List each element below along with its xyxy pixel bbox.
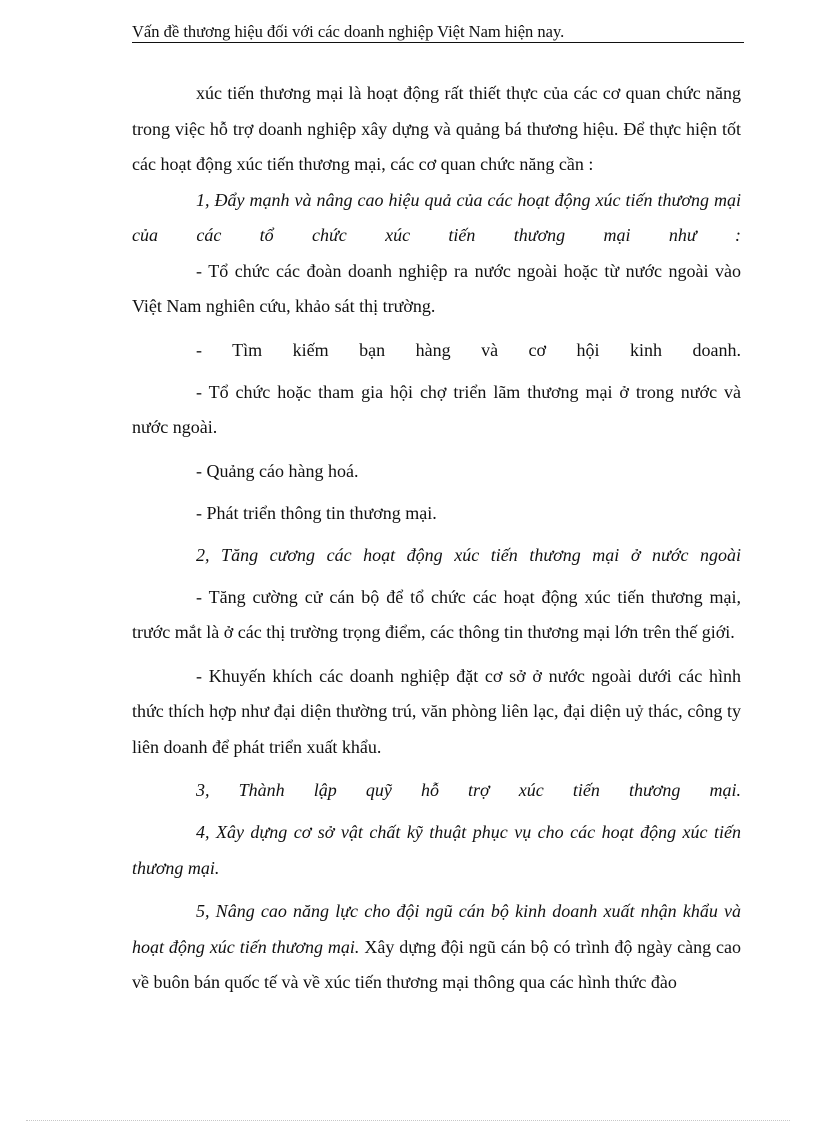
item-1-bullet-3: - Tổ chức hoặc tham gia hội chợ triển lãm thương mại ở trong nước và nước ngoài. — [132, 381, 741, 437]
item-3-heading: 3, Thành lập quỹ hỗ trợ xúc tiến thương mại. — [196, 780, 741, 800]
item-1-bullet-4: - Quảng cáo hàng hoá. — [196, 460, 359, 481]
item-5-text: Xây dựng đội ngũ cán bộ có trình độ ngày càng cao về buôn bán quốc tế và về xúc tiến thương mại thông qua các hình thức đào — [132, 936, 741, 992]
running-header: Vấn đề thương hiệu đối với các doanh nghiệp Việt Nam hiện nay. — [132, 22, 744, 43]
item-1-bullet-2: - Tìm kiếm bạn hàng và cơ hội kinh doanh. — [196, 339, 741, 360]
item-4-heading: 4, Xây dựng cơ sở vật chất kỹ thuật phục vụ cho các hoạt động xúc tiến thương mại. — [132, 822, 741, 878]
item-5-paragraph — [132, 894, 741, 1001]
page-bottom-divider — [26, 1120, 790, 1121]
item-2-bullet-1: - Tăng cường cử cán bộ để tổ chức các hoạt động xúc tiến thương mại, trước mắt là ở các thị trường trọng điểm, các thông tin thương mại lớn trên thế giới. — [132, 586, 741, 642]
intro-paragraph: xúc tiến thương mại là hoạt động rất thiết thực của các cơ quan chức năng trong việc hỗ trợ doanh nghiệp xây dựng và quảng bá thương hiệu. Để thực hiện tốt các hoạt động xúc tiến thương mại, các cơ quan chức năng cần : — [132, 83, 741, 174]
item-1-heading: 1, Đẩy mạnh và nâng cao hiệu quả của các hoạt động xúc tiến thương mại của các tổ chức xúc tiến thương mại như : — [132, 189, 741, 245]
item-1-bullet-5: - Phát triển thông tin thương mại. — [196, 502, 437, 523]
item-2-bullet-2: - Khuyến khích các doanh nghiệp đặt cơ sở ở nước ngoài dưới các hình thức thích hợp như đại diện thường trú, văn phòng liên lạc, đại diện uỷ thác, công ty liên doanh để phát triển xuất khẩu. — [132, 665, 741, 757]
item-5-heading: 5, Nâng cao năng lực cho đội ngũ cán bộ kinh doanh xuất nhận khẩu và hoạt động xúc tiến thương mại. — [132, 901, 741, 957]
item-1-bullet-1: - Tổ chức các đoàn doanh nghiệp ra nước ngoài hoặc từ nước ngoài vào Việt Nam nghiên cứu, khảo sát thị trường. — [132, 260, 741, 316]
page-body — [132, 76, 741, 1001]
item-2-heading: 2, Tăng cương các hoạt động xúc tiến thương mại ở nước ngoài — [196, 544, 741, 565]
